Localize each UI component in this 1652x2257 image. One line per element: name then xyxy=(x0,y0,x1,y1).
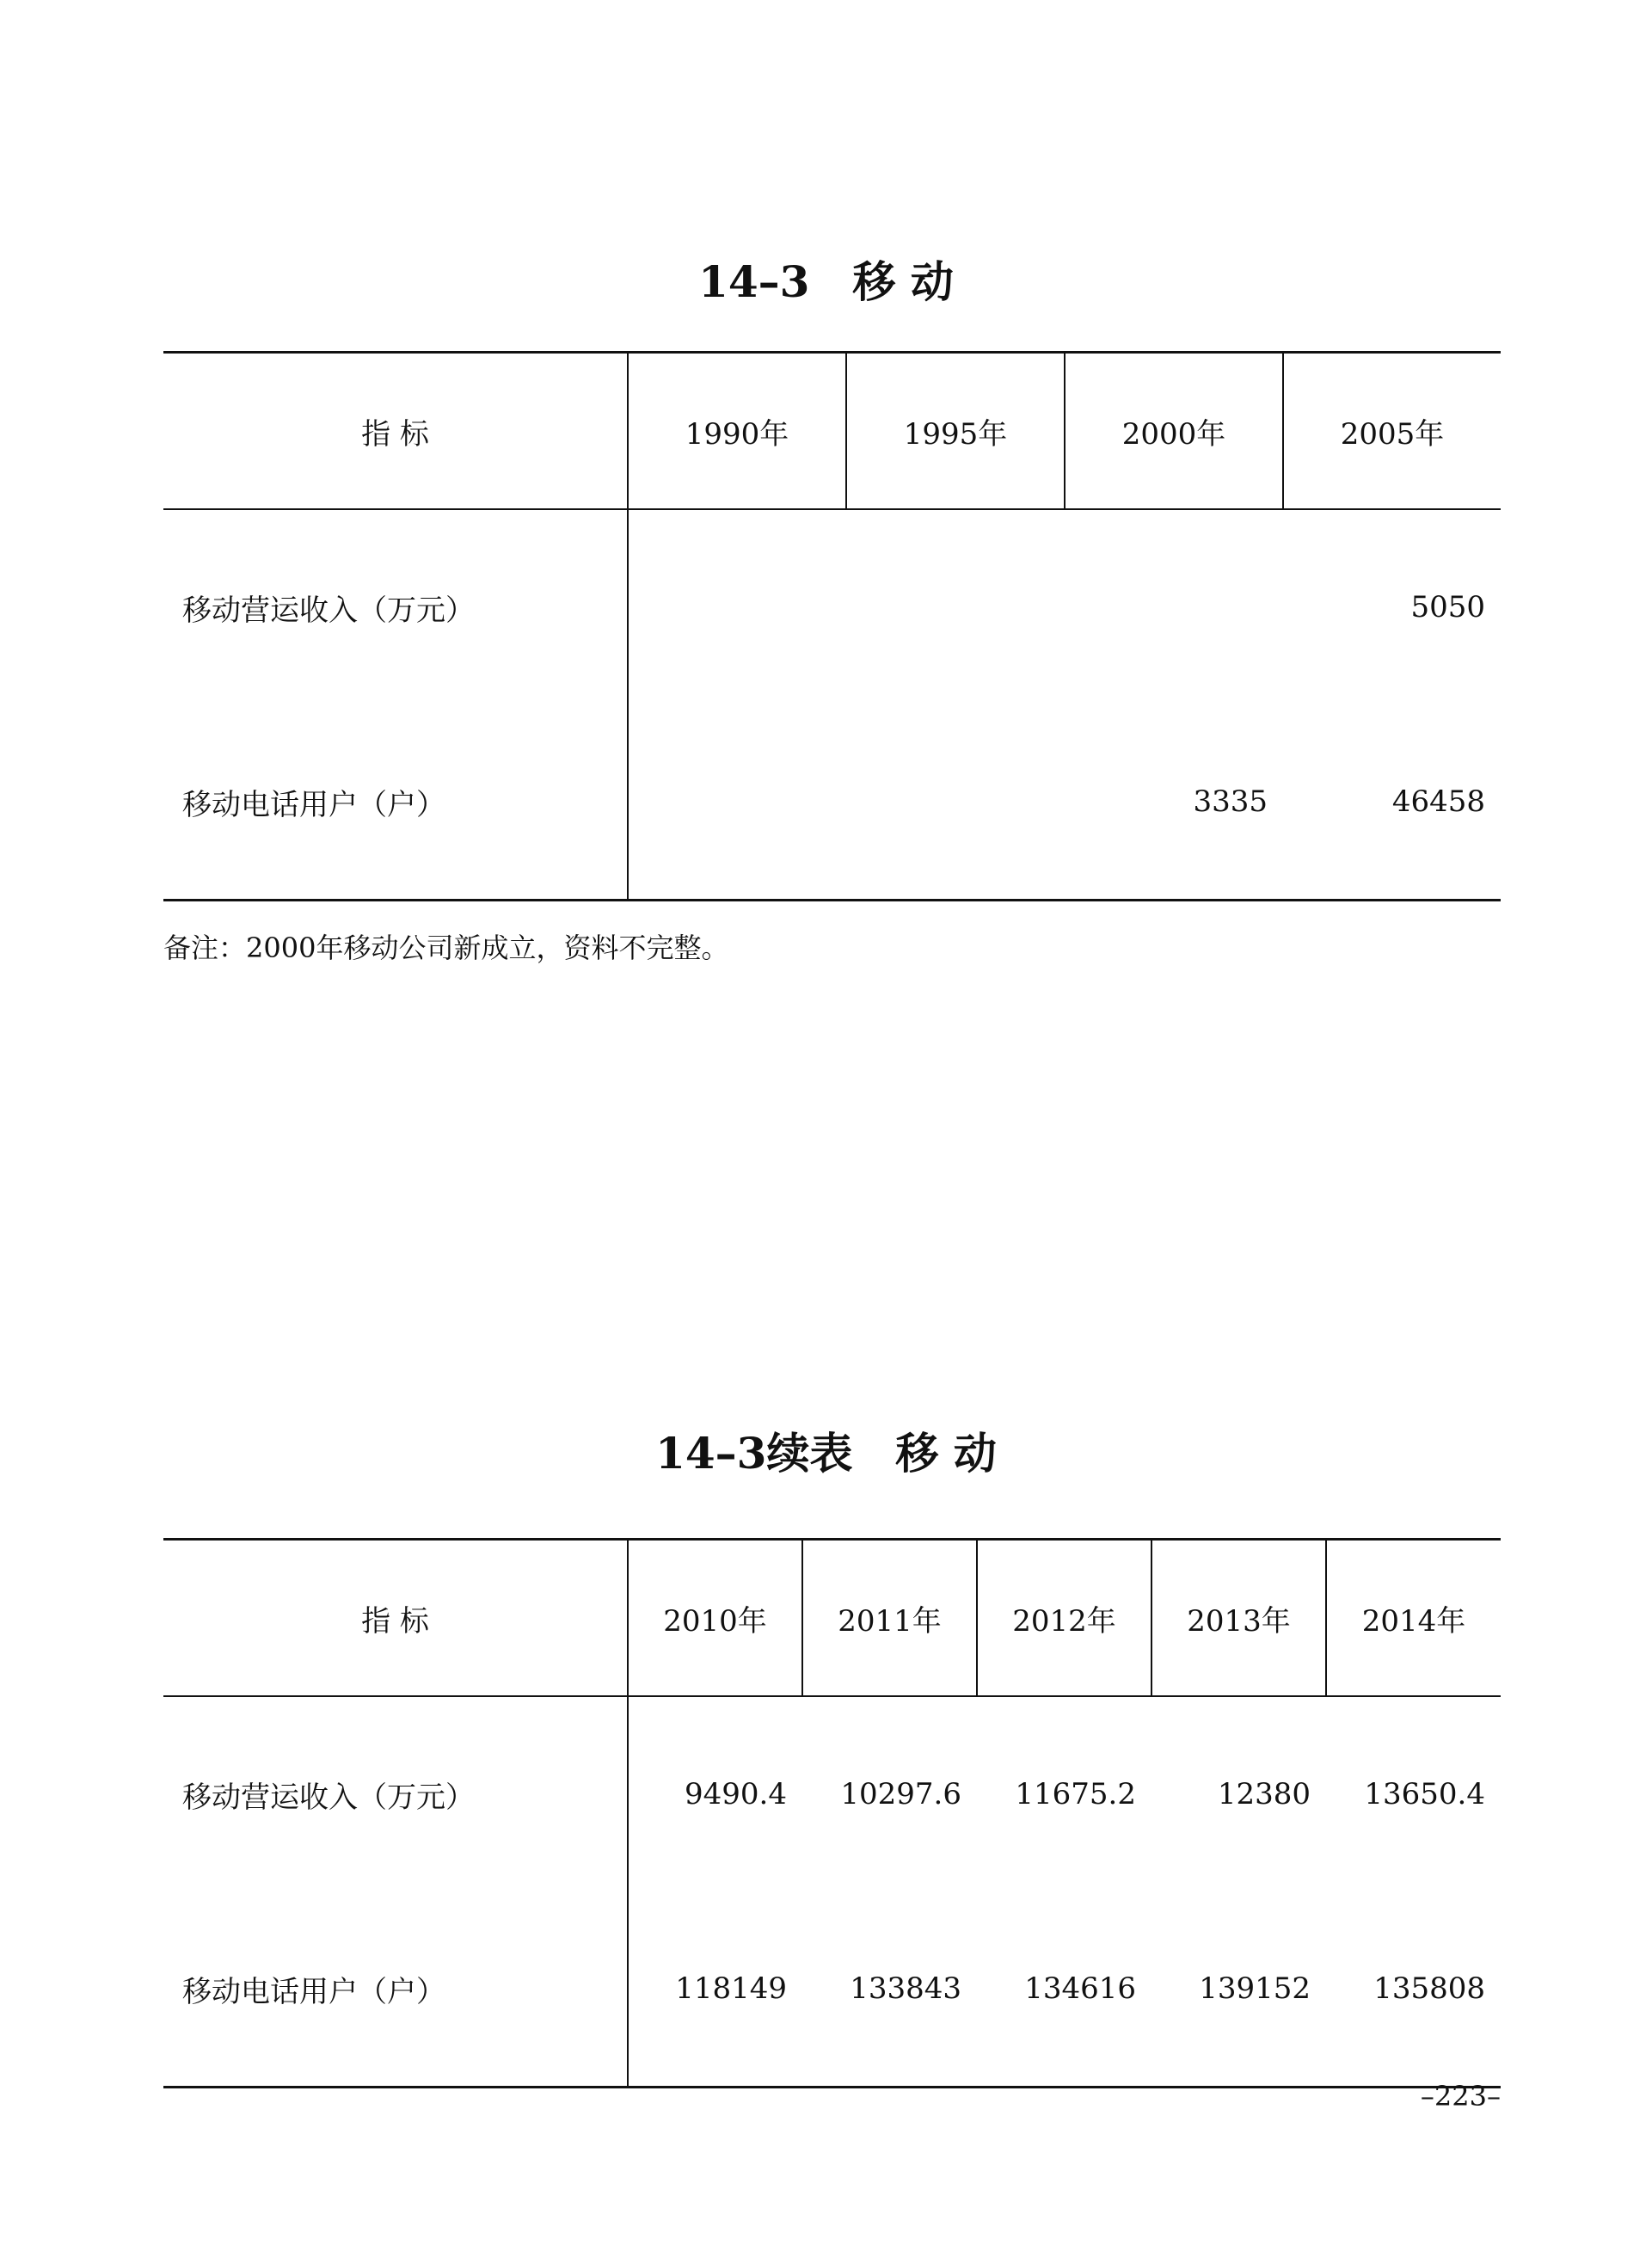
table2-header-row xyxy=(163,1540,1501,1697)
cell: 118149 xyxy=(628,1891,802,2088)
header-year-2011: 2011年 xyxy=(802,1540,977,1697)
table-row xyxy=(163,1696,1501,1891)
header-year-1995: 1995年 xyxy=(846,353,1065,510)
row-label-users: 移动电话用户（户） xyxy=(163,704,628,901)
cell: 11675.2 xyxy=(1015,1777,1136,1811)
header-indicator: 指 标 xyxy=(163,353,628,510)
table1-title-number: 14–3 xyxy=(698,256,810,307)
table1-title xyxy=(0,256,1652,308)
cell: 3335 xyxy=(1065,704,1283,901)
header-year-2014: 2014年 xyxy=(1326,1540,1501,1697)
table2-title-text: 移 动 xyxy=(895,1428,997,1479)
cell: 135808 xyxy=(1326,1891,1501,2088)
cell: 133843 xyxy=(802,1891,977,2088)
row-label-revenue: 移动营运收入（万元） xyxy=(182,593,475,628)
table2 xyxy=(163,1538,1501,2088)
table1 xyxy=(163,351,1501,901)
table-row xyxy=(163,1891,1501,2088)
header-year-2005: 2005年 xyxy=(1283,353,1501,510)
header-indicator: 指 标 xyxy=(163,1540,628,1697)
row-label-users: 移动电话用户（户） xyxy=(163,1891,628,2088)
row-label-revenue: 移动营运收入（万元） xyxy=(182,1780,475,1815)
table1-note: 备注：2000年移动公司新成立，资料不完整。 xyxy=(163,932,729,964)
table1-title-text: 移 动 xyxy=(852,256,954,307)
cell: 13650.4 xyxy=(1364,1777,1485,1811)
cell xyxy=(846,704,1065,901)
cell xyxy=(846,509,1065,704)
table2-title-number: 14–3续表 xyxy=(655,1428,853,1479)
cell xyxy=(628,509,846,704)
cell xyxy=(628,704,846,901)
table2-title xyxy=(0,1428,1652,1479)
header-year-2010: 2010年 xyxy=(628,1540,802,1697)
cell: 134616 xyxy=(977,1891,1151,2088)
cell: 46458 xyxy=(1283,704,1501,901)
cell: 9490.4 xyxy=(628,1696,802,1891)
table1-header-row xyxy=(163,353,1501,510)
header-year-2000: 2000年 xyxy=(1065,353,1283,510)
table-row xyxy=(163,509,1501,704)
table-row xyxy=(163,704,1501,901)
header-year-1990: 1990年 xyxy=(628,353,846,510)
cell: 12380 xyxy=(1217,1777,1311,1811)
header-year-2013: 2013年 xyxy=(1151,1540,1326,1697)
header-year-2012: 2012年 xyxy=(977,1540,1151,1697)
cell: 10297.6 xyxy=(840,1777,961,1811)
page-number: –223– xyxy=(1420,2080,1501,2112)
cell xyxy=(1065,509,1283,704)
cell: 5050 xyxy=(1410,590,1485,624)
cell: 139152 xyxy=(1151,1891,1326,2088)
